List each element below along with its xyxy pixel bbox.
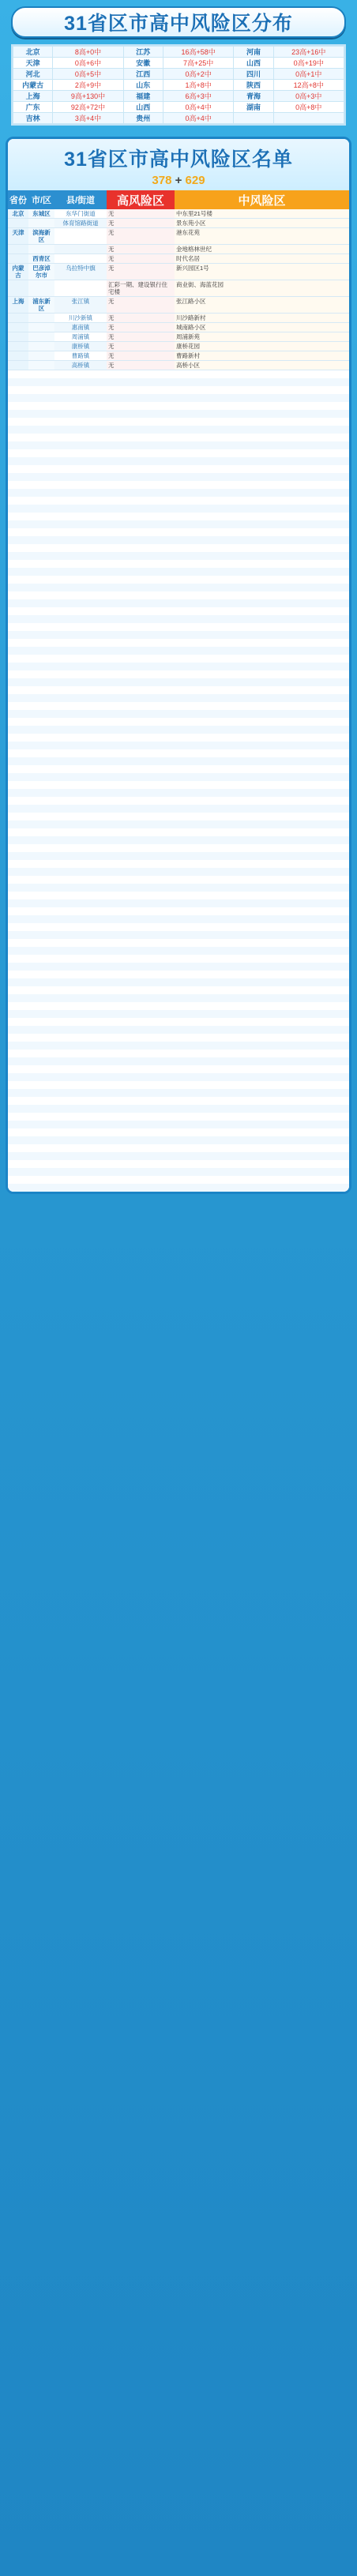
province-name: 青海	[234, 91, 273, 102]
risk-summary: 0高+3中	[273, 91, 344, 102]
risk-summary: 2高+9中	[53, 80, 123, 91]
city-cell	[28, 314, 54, 322]
risk-summary: 23高+16中	[273, 47, 344, 58]
medium-risk-cell: 张江路小区	[175, 297, 349, 313]
risk-summary: 0高+2中	[163, 69, 233, 80]
province-name: 安徽	[123, 58, 163, 69]
risk-list	[8, 209, 349, 370]
list-continuation	[8, 370, 349, 1192]
header-street: 县/街道	[54, 190, 107, 209]
table-row	[8, 280, 349, 297]
table-row	[8, 264, 349, 280]
distribution-row	[13, 58, 344, 69]
header-city: 市/区	[28, 190, 54, 209]
risk-summary: 0高+5中	[53, 69, 123, 80]
city-cell: 东城区	[28, 209, 54, 218]
table-row	[8, 254, 349, 264]
high-risk-cell: 无	[107, 264, 175, 280]
province-cell	[8, 245, 28, 253]
table-row	[8, 228, 349, 245]
medium-risk-cell: 港东花苑	[175, 228, 349, 244]
medium-count: 629	[185, 174, 205, 187]
risk-summary: 9高+130中	[53, 91, 123, 102]
province-cell: 天津	[8, 228, 28, 244]
list-header	[8, 139, 349, 190]
high-risk-cell: 无	[107, 332, 175, 341]
medium-risk-cell: 曹路新村	[175, 351, 349, 360]
header-high-risk: 高风险区	[107, 190, 175, 209]
table-row	[8, 351, 349, 361]
risk-count	[8, 174, 349, 187]
province-name: 广东	[13, 102, 53, 113]
province-cell: 上海	[8, 297, 28, 313]
province-cell	[8, 351, 28, 360]
distribution-row	[13, 47, 344, 58]
table-row	[8, 297, 349, 314]
risk-summary: 1高+8中	[163, 80, 233, 91]
street-cell	[54, 228, 107, 244]
street-cell: 乌拉特中旗	[54, 264, 107, 280]
street-cell: 东华门街道	[66, 210, 96, 217]
high-risk-cell: 汇彩一期、建设银行住宅楼	[107, 280, 175, 296]
high-risk-cell: 无	[107, 351, 175, 360]
province-name: 内蒙古	[13, 80, 53, 91]
medium-risk-cell: 中东里21号楼	[175, 209, 349, 218]
high-risk-cell: 无	[107, 361, 175, 370]
street-cell: 体育馆路街道	[54, 219, 107, 227]
city-cell	[28, 351, 54, 360]
count-plus: +	[175, 174, 182, 187]
street-cell: 张江镇	[54, 297, 107, 313]
province-name: 福建	[123, 91, 163, 102]
city-cell	[28, 280, 54, 296]
street-cell	[54, 280, 107, 296]
province-cell	[8, 323, 28, 332]
city-cell	[28, 332, 54, 341]
province-cell: 北京	[8, 209, 28, 218]
column-headers	[8, 190, 349, 209]
province-cell	[8, 314, 28, 322]
province-name: 山东	[123, 80, 163, 91]
risk-summary: 16高+58中	[163, 47, 233, 58]
high-risk-cell: 无	[107, 342, 175, 351]
high-risk-cell: 无	[107, 245, 175, 253]
risk-summary: 0高+19中	[273, 58, 344, 69]
street-cell: 惠南镇	[54, 323, 107, 332]
province-name: 吉林	[13, 113, 53, 124]
high-risk-cell: 无	[107, 297, 175, 313]
distribution-row	[13, 69, 344, 80]
distribution-row	[13, 102, 344, 113]
city-cell	[28, 323, 54, 332]
street-cell: 曹路镇	[71, 352, 90, 359]
medium-risk-cell: 周浦新苑	[175, 332, 349, 341]
high-risk-cell: 无	[107, 314, 175, 322]
province-name: 上海	[13, 91, 53, 102]
city-cell	[28, 245, 54, 253]
medium-risk-cell: 时代名居	[175, 254, 349, 263]
table-row	[8, 209, 349, 219]
table-row	[8, 332, 349, 342]
risk-summary: 0高+4中	[163, 102, 233, 113]
distribution-row	[13, 113, 344, 124]
medium-risk-cell: 商业街、海蓝花园	[175, 280, 349, 296]
province-cell	[8, 254, 28, 263]
distribution-title: 31省区市高中风险区分布	[11, 6, 346, 38]
high-risk-cell: 无	[107, 228, 175, 244]
table-row	[8, 314, 349, 323]
medium-risk-cell: 金地格林世纪	[175, 245, 349, 253]
risk-summary: 7高+25中	[163, 58, 233, 69]
medium-risk-cell: 城南路小区	[175, 323, 349, 332]
distribution-row	[13, 91, 344, 102]
street-cell: 川沙新镇	[69, 314, 92, 321]
risk-summary: 8高+0中	[53, 47, 123, 58]
high-risk-cell: 无	[107, 209, 175, 218]
province-name: 江苏	[123, 47, 163, 58]
city-cell: 浦东新区	[28, 297, 54, 313]
province-name: 山西	[123, 102, 163, 113]
province-name: 江西	[123, 69, 163, 80]
city-cell	[28, 342, 54, 351]
high-risk-cell: 无	[107, 323, 175, 332]
header-province: 省份	[8, 190, 28, 209]
province-cell	[8, 332, 28, 341]
city-cell	[28, 219, 54, 227]
table-row	[8, 361, 349, 370]
province-cell	[8, 280, 28, 296]
province-name	[234, 113, 273, 124]
risk-summary: 0高+4中	[163, 113, 233, 124]
risk-summary: 6高+3中	[163, 91, 233, 102]
medium-risk-cell: 景东苑小区	[175, 219, 349, 227]
province-cell	[8, 219, 28, 227]
city-cell: 西青区	[28, 254, 54, 263]
header-medium-risk: 中风险区	[175, 190, 349, 209]
high-risk-cell: 无	[107, 219, 175, 227]
table-row	[8, 323, 349, 332]
high-risk-cell: 无	[107, 254, 175, 263]
risk-summary: 0高+6中	[53, 58, 123, 69]
risk-summary: 0高+1中	[273, 69, 344, 80]
street-cell: 高桥镇	[54, 361, 107, 370]
risk-summary: 3高+4中	[53, 113, 123, 124]
medium-risk-cell: 新兴园区1号	[175, 264, 349, 280]
table-row	[8, 342, 349, 351]
risk-summary: 12高+8中	[273, 80, 344, 91]
province-name: 天津	[13, 58, 53, 69]
table-row	[8, 245, 349, 254]
medium-risk-cell: 高桥小区	[175, 361, 349, 370]
risk-summary: 0高+8中	[273, 102, 344, 113]
province-name: 北京	[13, 47, 53, 58]
medium-risk-cell: 康桥花园	[175, 342, 349, 351]
city-cell	[28, 361, 54, 370]
street-cell: 周浦镇	[71, 333, 90, 340]
province-name: 河北	[13, 69, 53, 80]
city-cell: 滨海新区	[28, 228, 54, 244]
province-cell	[8, 361, 28, 370]
province-cell: 内蒙古	[8, 264, 28, 280]
province-name: 湖南	[234, 102, 273, 113]
province-name: 山西	[234, 58, 273, 69]
street-cell	[54, 254, 107, 263]
risk-summary	[273, 113, 344, 124]
high-count: 378	[152, 174, 172, 187]
list-card	[6, 137, 351, 1194]
province-name: 四川	[234, 69, 273, 80]
distribution-table	[11, 44, 346, 126]
street-cell	[54, 245, 107, 253]
province-name: 陕西	[234, 80, 273, 91]
distribution-row	[13, 80, 344, 91]
city-cell: 巴彦淖尔市	[28, 264, 54, 280]
risk-summary: 92高+72中	[53, 102, 123, 113]
list-title: 31省区市高中风险区名单	[64, 148, 293, 171]
street-cell: 康桥镇	[54, 342, 107, 351]
province-name: 河南	[234, 47, 273, 58]
province-name: 贵州	[123, 113, 163, 124]
province-cell	[8, 342, 28, 351]
medium-risk-cell: 川沙路新村	[175, 314, 349, 322]
table-row	[8, 219, 349, 228]
